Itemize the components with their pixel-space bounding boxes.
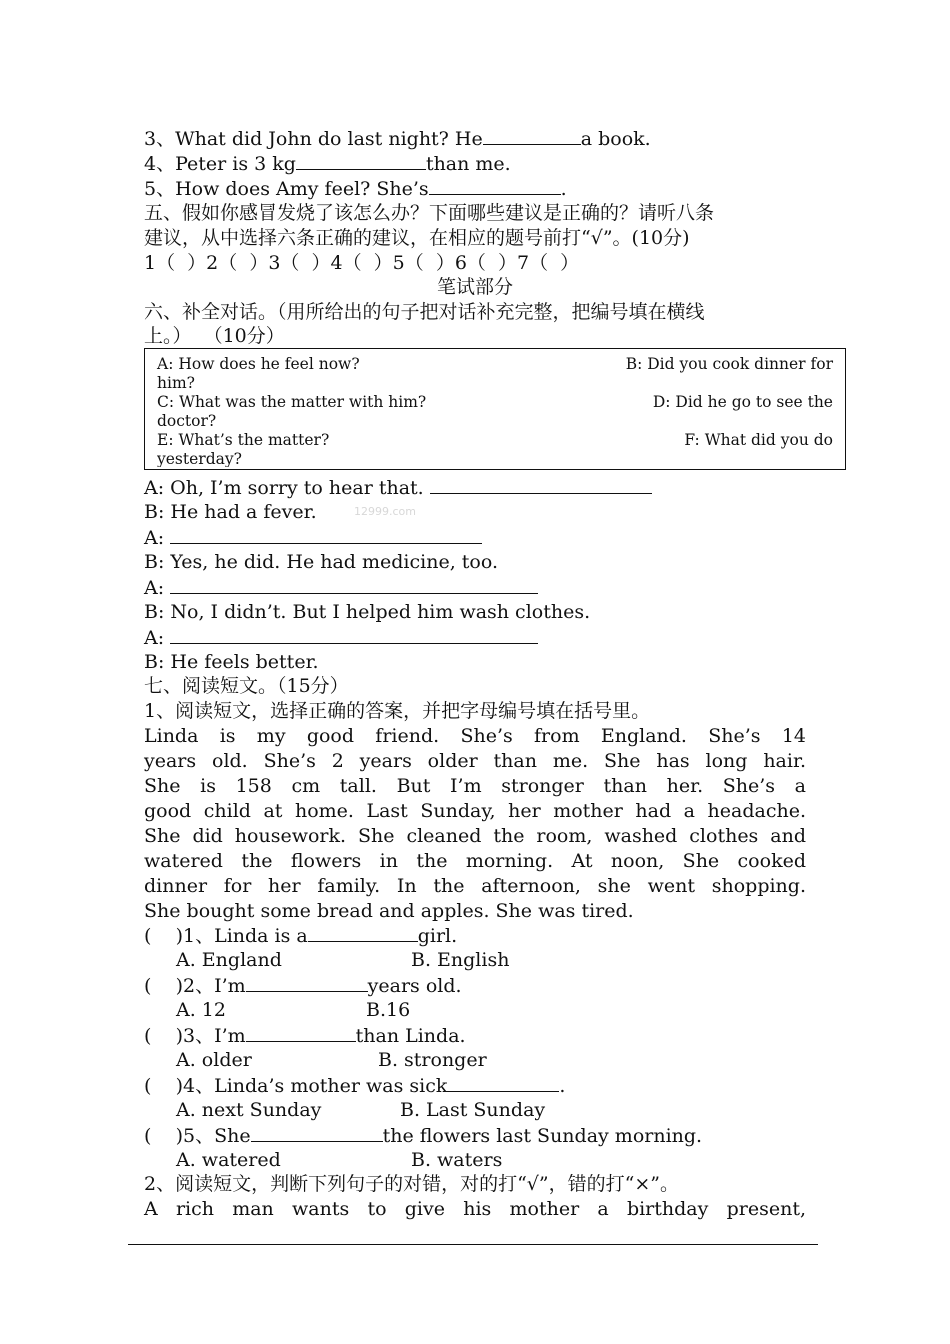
- q5-text: 5、How does Amy feel? She’s: [144, 178, 429, 200]
- q2-option-a[interactable]: A. 12: [176, 999, 226, 1021]
- reading-q5: [144, 1123, 702, 1149]
- q1-blank[interactable]: [308, 923, 418, 942]
- section6-instruction-1: 六、补全对话。（用所给出的句子把对话补充完整，把编号填在横线: [144, 301, 705, 323]
- option-d-wrap: doctor?: [157, 412, 217, 430]
- dialog-blank-1[interactable]: [430, 475, 652, 494]
- dialog-blank-4[interactable]: [170, 625, 538, 644]
- q3-blank[interactable]: [483, 126, 581, 145]
- q5-blank[interactable]: [429, 176, 561, 195]
- passage-line-1: Linda is my good friend. She’s from England. She’s 14: [144, 725, 806, 747]
- dialog-options-box: [144, 348, 846, 470]
- option-f-wrap: yesterday?: [157, 450, 242, 467]
- passage-line-8: She bought some bread and apples. She was tired.: [144, 900, 634, 922]
- q4r-tail: .: [559, 1075, 566, 1097]
- option-b-wrap: him?: [157, 374, 195, 392]
- q1-tail: girl.: [417, 925, 458, 947]
- written-part-title: 笔试部分: [436, 276, 513, 298]
- part1-instruction: 1、阅读短文，选择正确的答案，并把字母编号填在括号里。: [144, 700, 651, 722]
- dialog-line-5-text: A:: [144, 577, 165, 599]
- section5-instruction-1: 五、假如你感冒发烧了该怎么办？下面哪些建议是正确的？请听八条: [144, 202, 715, 224]
- q4r-blank[interactable]: [447, 1073, 559, 1092]
- option-f: F: What did you do: [684, 431, 833, 449]
- q2-stem: ( )2、I’m: [144, 975, 246, 997]
- dialog-line-1: [144, 475, 652, 501]
- option-d: D: Did he go to see the: [652, 393, 833, 411]
- dialog-line-3: [144, 525, 482, 551]
- listening-q5: [144, 176, 567, 202]
- dialog-line-3-text: A:: [144, 527, 165, 549]
- q3-tail: a book.: [580, 128, 651, 150]
- q2-option-b[interactable]: B.16: [366, 999, 411, 1021]
- q2-blank[interactable]: [246, 973, 368, 992]
- q4-stem: ( )4、Linda’s mother was sick: [144, 1075, 448, 1097]
- option-a: A: How does he feel now?: [157, 355, 360, 373]
- q3r-tail: than Linda.: [355, 1025, 466, 1047]
- reading-q2: [144, 973, 462, 999]
- reading-q4: [144, 1073, 565, 1099]
- section5-instruction-2: 建议，从中选择六条正确的建议，在相应的题号前打“√”。(10分): [144, 227, 690, 249]
- q5-stem: ( )5、She: [144, 1125, 251, 1147]
- dialog-line-1-text: A: Oh, I’m sorry to hear that.: [144, 477, 424, 499]
- q4-option-a[interactable]: A. next Sunday: [176, 1099, 322, 1121]
- q3-text: 3、What did John do last night? He: [144, 128, 483, 150]
- section5-answer-brackets: 1（ ）2（ ）3（ ）4（ ）5（ ）6（ ）7（ ）: [144, 252, 580, 274]
- dialog-line-8: B: He feels better.: [144, 651, 319, 673]
- passage-line-2: years old. She’s 2 years older than me. She has long hair.: [144, 750, 806, 772]
- q3-stem: ( )3、I’m: [144, 1025, 246, 1047]
- footer-divider: [128, 1244, 818, 1245]
- q5-option-b[interactable]: B. waters: [411, 1149, 503, 1171]
- option-b: B: Did you cook dinner for: [625, 355, 833, 373]
- q5r-tail: the flowers last Sunday morning.: [382, 1125, 703, 1147]
- passage-line-7: dinner for her family. In the afternoon, she went shopping.: [144, 875, 806, 897]
- passage-line-6: watered the flowers in the morning. At noon, She cooked: [144, 850, 806, 872]
- q4-text: 4、Peter is 3 kg: [144, 153, 296, 175]
- dialog-line-6: B: No, I didn’t. But I helped him wash clothes.: [144, 601, 591, 623]
- listening-q4: [144, 151, 511, 177]
- q4-blank[interactable]: [296, 151, 426, 170]
- part2-instruction: 2、阅读短文，判断下列句子的对错，对的打“√”，错的打“×”。: [144, 1173, 679, 1195]
- q4-option-b[interactable]: B. Last Sunday: [400, 1099, 546, 1121]
- listening-q3: [144, 126, 651, 152]
- dialog-line-7: [144, 625, 538, 651]
- section6-instruction-2: 上。） （10分）: [144, 325, 285, 347]
- option-e: E: What’s the matter?: [157, 431, 330, 449]
- q5-tail: .: [560, 178, 567, 200]
- option-c: C: What was the matter with him?: [157, 393, 427, 411]
- section7-title: 七、阅读短文。（15分）: [144, 675, 349, 697]
- passage-line-4: good child at home. Last Sunday, her mother had a headache.: [144, 800, 806, 822]
- q3r-blank[interactable]: [246, 1023, 356, 1042]
- reading-q3: [144, 1023, 466, 1049]
- dialog-line-7-text: A:: [144, 627, 165, 649]
- passage-line-3: She is 158 cm tall. But I’m stronger than her. She’s a: [144, 775, 806, 797]
- q3-option-a[interactable]: A. older: [176, 1049, 252, 1071]
- q1-option-a[interactable]: A. England: [176, 949, 282, 971]
- q5r-blank[interactable]: [251, 1123, 383, 1142]
- watermark: 12999.com: [354, 505, 416, 518]
- reading-q1: [144, 923, 457, 949]
- q1-option-b[interactable]: B. English: [411, 949, 510, 971]
- dialog-line-4: B: Yes, he did. He had medicine, too.: [144, 551, 498, 573]
- passage-line-5: She did housework. She cleaned the room, washed clothes and: [144, 825, 806, 847]
- dialog-blank-2[interactable]: [170, 525, 482, 544]
- part2-passage-line-1: A rich man wants to give his mother a birthday present,: [144, 1198, 806, 1220]
- q5-option-a[interactable]: A. watered: [176, 1149, 281, 1171]
- q1-stem: ( )1、Linda is a: [144, 925, 308, 947]
- q2-tail: years old.: [367, 975, 462, 997]
- dialog-blank-3[interactable]: [170, 575, 538, 594]
- dialog-line-5: [144, 575, 538, 601]
- q4-tail: than me.: [425, 153, 511, 175]
- q3-option-b[interactable]: B. stronger: [378, 1049, 487, 1071]
- dialog-line-2: B: He had a fever.: [144, 501, 317, 523]
